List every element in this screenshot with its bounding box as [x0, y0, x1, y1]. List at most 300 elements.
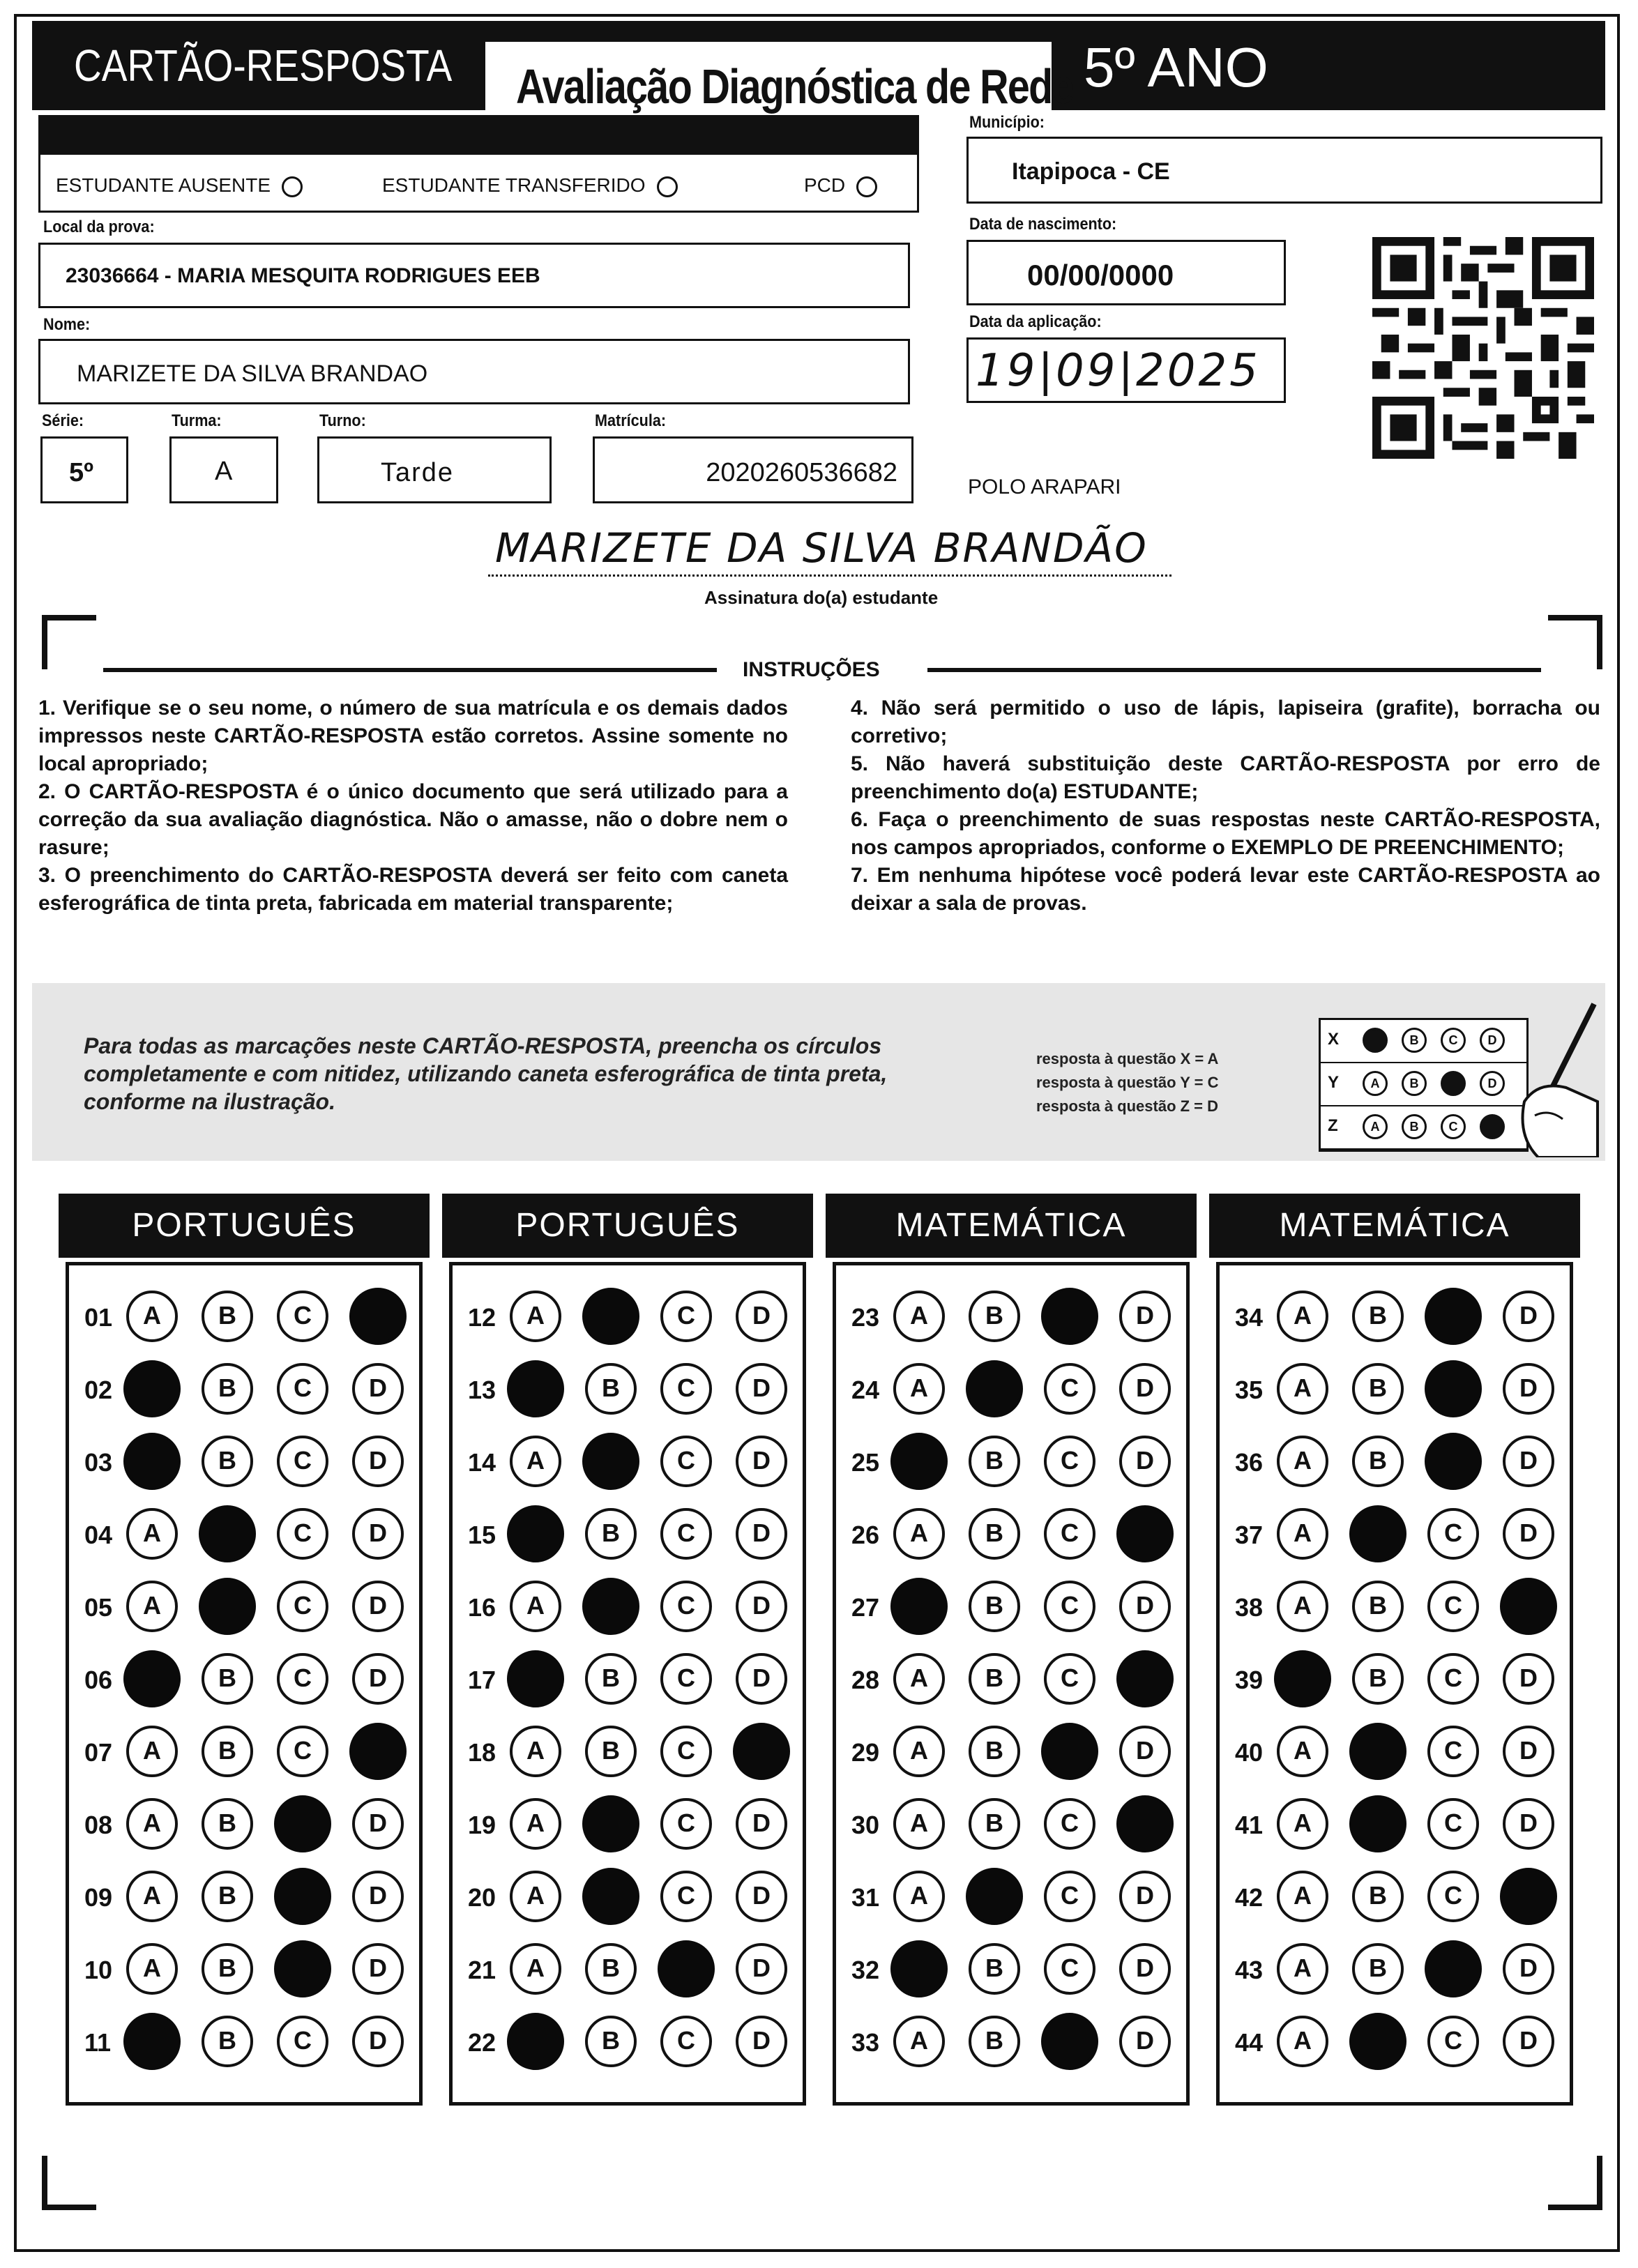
answer-bubble-c[interactable]: C — [1427, 1581, 1479, 1632]
answer-bubble-a[interactable]: A — [126, 1798, 178, 1850]
answer-bubble-a[interactable]: A — [1277, 1291, 1328, 1342]
answer-bubble-a[interactable]: A — [893, 1363, 945, 1415]
section-header: MATEMÁTICA — [1209, 1194, 1580, 1258]
question-row — [84, 2010, 414, 2073]
instruction-item: 2. O CARTÃO-RESPOSTA é o único documento que será utilizado para a correção da sua avaliação diagnóstica. Não o amasse, não o dobre nem o rasure; — [38, 780, 788, 859]
question-number: 07 — [84, 1738, 113, 1767]
section-header: PORTUGUÊS — [59, 1194, 430, 1258]
answer-bubble-c[interactable]: C — [277, 2016, 328, 2067]
polo-text: POLO ARAPARI — [968, 475, 1121, 498]
answer-bubble-b[interactable] — [199, 1578, 256, 1635]
answer-bubble-d[interactable]: D — [1119, 2016, 1171, 2067]
answer-bubble-b[interactable]: B — [585, 1653, 637, 1705]
answer-bubble-c[interactable] — [658, 1940, 715, 1997]
absent-radio[interactable] — [282, 176, 303, 197]
answer-bubble-c[interactable] — [1041, 1723, 1098, 1780]
answer-bubble-b[interactable]: B — [585, 1508, 637, 1560]
answer-bubble-b[interactable] — [966, 1360, 1023, 1417]
answer-bubble-b[interactable]: B — [1352, 1291, 1404, 1342]
answer-bubble-a[interactable] — [123, 1433, 181, 1490]
question-row — [1235, 1502, 1564, 1565]
answer-bubble-c[interactable] — [274, 1868, 331, 1925]
answer-bubble-d[interactable]: D — [352, 1581, 404, 1632]
section-header: MATEMÁTICA — [826, 1194, 1197, 1258]
question-row — [84, 1430, 414, 1493]
answer-bubble-d[interactable]: D — [1119, 1871, 1171, 1922]
answer-bubble-b[interactable]: B — [969, 1798, 1020, 1850]
application-date-box — [966, 337, 1286, 403]
question-number: 04 — [84, 1521, 113, 1549]
question-number: 13 — [468, 1376, 496, 1404]
answer-bubble-b[interactable]: B — [1352, 1581, 1404, 1632]
answer-bubble-a[interactable]: A — [1277, 1871, 1328, 1922]
question-number: 06 — [84, 1666, 113, 1694]
question-number: 02 — [84, 1376, 113, 1404]
name-label: Nome: — [43, 315, 91, 334]
question-row — [1235, 1430, 1564, 1493]
answer-bubble-d[interactable] — [349, 1288, 407, 1345]
answer-bubble-a[interactable] — [890, 1433, 948, 1490]
answer-bubble-c[interactable] — [1041, 2013, 1098, 2070]
instructions-rule-left — [103, 668, 717, 672]
answer-bubble-c[interactable]: C — [1044, 1653, 1095, 1705]
question-row — [468, 1720, 797, 1783]
question-number: 22 — [468, 2028, 496, 2057]
question-row — [468, 1575, 797, 1638]
question-row — [84, 1938, 414, 2000]
answer-bubble-d[interactable]: D — [1119, 1943, 1171, 1995]
evaluation-title: Avaliação Diagnóstica de Rede — [516, 59, 1073, 114]
answer-bubble-d[interactable] — [1116, 1795, 1174, 1852]
answer-bubble-c[interactable]: C — [277, 1508, 328, 1560]
answer-bubble-c[interactable] — [274, 1940, 331, 1997]
answer-bubble-c[interactable] — [274, 1795, 331, 1852]
answer-bubble-a[interactable]: A — [126, 1726, 178, 1777]
answer-bubble-a[interactable]: A — [510, 1291, 561, 1342]
answer-bubble-d[interactable]: D — [352, 1943, 404, 1995]
question-number: 40 — [1235, 1738, 1264, 1767]
answer-bubble-a[interactable]: A — [1277, 1943, 1328, 1995]
answer-bubble-a[interactable]: A — [893, 1726, 945, 1777]
answer-bubble-c[interactable]: C — [1427, 1798, 1479, 1850]
answer-bubble-d[interactable] — [1500, 1868, 1557, 1925]
answer-bubble-d[interactable]: D — [736, 1363, 787, 1415]
answer-bubble-d[interactable]: D — [1503, 1943, 1554, 1995]
answer-bubble-d[interactable]: D — [736, 1581, 787, 1632]
answer-bubble-c[interactable]: C — [660, 1726, 712, 1777]
answer-bubble-d[interactable]: D — [736, 1508, 787, 1560]
answer-bubble-b[interactable] — [966, 1868, 1023, 1925]
question-row — [84, 1285, 414, 1348]
answer-bubble-a[interactable]: A — [1277, 1508, 1328, 1560]
answer-bubble-b[interactable]: B — [1352, 1943, 1404, 1995]
answer-bubble-d[interactable]: D — [736, 1436, 787, 1487]
answer-bubble-d[interactable]: D — [352, 1363, 404, 1415]
corner-mark-top-right — [1548, 615, 1602, 669]
answer-bubble-c[interactable]: C — [660, 1798, 712, 1850]
answer-bubble-d[interactable]: D — [352, 1871, 404, 1922]
answer-bubble-d[interactable]: D — [352, 1798, 404, 1850]
fill-example-grid — [1319, 1018, 1529, 1152]
answer-bubble-b[interactable]: B — [202, 1363, 253, 1415]
answer-bubble-b[interactable]: B — [202, 1871, 253, 1922]
answer-bubble-d[interactable]: D — [736, 1798, 787, 1850]
question-number: 42 — [1235, 1883, 1264, 1912]
instructions-rule-right — [927, 668, 1541, 672]
fill-example-row-label: Z — [1328, 1116, 1338, 1135]
section-header: PORTUGUÊS — [442, 1194, 813, 1258]
fill-example-legend — [1036, 1047, 1218, 1118]
signature-line — [488, 574, 1171, 577]
fill-example-bubble: C — [1441, 1028, 1466, 1053]
question-row — [851, 1720, 1181, 1783]
question-number: 34 — [1235, 1303, 1264, 1332]
answer-bubble-d[interactable]: D — [1119, 1436, 1171, 1487]
answer-bubble-b[interactable]: B — [969, 1943, 1020, 1995]
birthdate-value: 00/00/0000 — [1027, 259, 1174, 291]
answer-bubble-c[interactable]: C — [1044, 1508, 1095, 1560]
answer-bubble-c[interactable]: C — [277, 1436, 328, 1487]
answer-bubble-c[interactable]: C — [660, 1363, 712, 1415]
answer-bubble-b[interactable]: B — [202, 1291, 253, 1342]
answer-bubble-d[interactable]: D — [1503, 1436, 1554, 1487]
question-row — [1235, 2010, 1564, 2073]
question-row — [84, 1720, 414, 1783]
answer-bubble-b[interactable]: B — [969, 1726, 1020, 1777]
question-number: 09 — [84, 1883, 113, 1912]
answer-bubble-a[interactable]: A — [510, 1726, 561, 1777]
answer-bubble-a[interactable]: A — [510, 1871, 561, 1922]
answer-bubble-b[interactable]: B — [969, 1291, 1020, 1342]
question-row — [851, 1502, 1181, 1565]
header-bar — [32, 21, 1605, 114]
answer-bubble-c[interactable] — [1425, 1940, 1482, 1997]
answer-bubble-b[interactable]: B — [202, 1943, 253, 1995]
answer-bubble-c[interactable] — [1425, 1288, 1482, 1345]
fill-example-bubble: A — [1363, 1114, 1388, 1139]
answer-bubble-a[interactable] — [1274, 1650, 1331, 1707]
transferred-radio[interactable] — [657, 176, 678, 197]
answer-bubble-a[interactable]: A — [1277, 1436, 1328, 1487]
status-panel-bar — [40, 117, 917, 155]
answer-bubble-d[interactable]: D — [1503, 1798, 1554, 1850]
answer-bubble-a[interactable] — [123, 1650, 181, 1707]
answer-bubble-c[interactable] — [1425, 1433, 1482, 1490]
instruction-item: 7. Em nenhuma hipótese você poderá levar este CARTÃO-RESPOSTA ao deixar a sala de provas. — [851, 864, 1600, 915]
answer-bubble-c[interactable]: C — [660, 1871, 712, 1922]
answer-bubble-d[interactable]: D — [1503, 2016, 1554, 2067]
question-row — [1235, 1357, 1564, 1420]
answer-bubble-c[interactable]: C — [660, 1581, 712, 1632]
answer-bubble-d[interactable]: D — [736, 1291, 787, 1342]
answer-bubble-b[interactable]: B — [585, 1726, 637, 1777]
answer-bubble-b[interactable]: B — [202, 1798, 253, 1850]
answer-bubble-d[interactable]: D — [1119, 1581, 1171, 1632]
answer-bubble-d[interactable]: D — [352, 1653, 404, 1705]
answer-bubble-c[interactable]: C — [1427, 1871, 1479, 1922]
answer-bubble-d[interactable]: D — [352, 2016, 404, 2067]
answer-bubble-d[interactable]: D — [1503, 1653, 1554, 1705]
answer-bubble-a[interactable]: A — [893, 1508, 945, 1560]
pcd-radio[interactable] — [856, 176, 877, 197]
question-number: 11 — [84, 2028, 112, 2057]
answer-bubble-c[interactable]: C — [1044, 1943, 1095, 1995]
answer-bubble-c[interactable]: C — [277, 1291, 328, 1342]
local-box — [38, 243, 910, 308]
answer-bubble-d[interactable]: D — [1503, 1726, 1554, 1777]
answer-bubble-c[interactable]: C — [277, 1581, 328, 1632]
answer-bubble-d[interactable] — [733, 1723, 790, 1780]
answer-bubble-b[interactable]: B — [1352, 1653, 1404, 1705]
answer-bubble-d[interactable]: D — [1503, 1291, 1554, 1342]
answer-bubble-c[interactable]: C — [1427, 1653, 1479, 1705]
answer-bubble-d[interactable] — [349, 1723, 407, 1780]
answer-bubble-c[interactable]: C — [1044, 1436, 1095, 1487]
serie-value: 5º — [69, 458, 94, 487]
fill-example-bubble: C — [1441, 1114, 1466, 1139]
answer-bubble-b[interactable]: B — [1352, 1436, 1404, 1487]
legend-line: resposta à questão X = A — [1036, 1050, 1219, 1067]
answer-bubble-c[interactable]: C — [1427, 2016, 1479, 2067]
fill-example-bubble: D — [1480, 1028, 1505, 1053]
answer-bubble-a[interactable]: A — [510, 1436, 561, 1487]
question-number: 28 — [851, 1666, 880, 1694]
answer-bubble-b[interactable]: B — [969, 1508, 1020, 1560]
answer-bubble-d[interactable]: D — [736, 1871, 787, 1922]
question-number: 21 — [468, 1956, 496, 1984]
question-number: 05 — [84, 1593, 113, 1622]
answer-bubble-b[interactable] — [582, 1433, 639, 1490]
corner-mark-bottom-left — [42, 2156, 96, 2210]
question-row — [84, 1502, 414, 1565]
answer-bubble-a[interactable]: A — [1277, 1581, 1328, 1632]
question-row — [1235, 1720, 1564, 1783]
answer-bubble-d[interactable]: D — [736, 2016, 787, 2067]
answer-bubble-b[interactable]: B — [1352, 1871, 1404, 1922]
answer-bubble-a[interactable]: A — [126, 1291, 178, 1342]
question-row — [851, 1575, 1181, 1638]
answer-bubble-d[interactable] — [1116, 1505, 1174, 1562]
answer-bubble-a[interactable]: A — [1277, 2016, 1328, 2067]
answer-bubble-c[interactable]: C — [660, 1653, 712, 1705]
answer-bubble-c[interactable]: C — [1427, 1726, 1479, 1777]
transferred-option[interactable] — [382, 174, 678, 197]
answer-bubble-b[interactable]: B — [585, 1363, 637, 1415]
question-row — [468, 1357, 797, 1420]
answer-bubble-d[interactable] — [1500, 1578, 1557, 1635]
question-number: 35 — [1235, 1376, 1264, 1404]
question-number: 41 — [1235, 1811, 1264, 1839]
answer-bubble-d[interactable]: D — [736, 1943, 787, 1995]
answer-bubble-d[interactable]: D — [1119, 1726, 1171, 1777]
question-number: 12 — [468, 1303, 496, 1332]
name-value: MARIZETE DA SILVA BRANDAO — [77, 360, 428, 387]
answer-bubble-a[interactable] — [507, 1650, 564, 1707]
name-box — [38, 339, 910, 404]
answer-bubble-b[interactable]: B — [969, 1653, 1020, 1705]
corner-mark-top-left — [42, 615, 96, 669]
answer-bubble-a[interactable]: A — [893, 1871, 945, 1922]
instructions-right — [851, 694, 1600, 918]
answer-bubble-a[interactable]: A — [510, 1798, 561, 1850]
question-row — [851, 1430, 1181, 1493]
answer-bubble-c[interactable] — [1041, 1288, 1098, 1345]
question-number: 32 — [851, 1956, 880, 1984]
answer-bubble-d[interactable]: D — [736, 1653, 787, 1705]
answer-bubble-a[interactable]: A — [1277, 1363, 1328, 1415]
answer-bubble-b[interactable] — [1349, 1795, 1406, 1852]
answer-bubble-c[interactable]: C — [277, 1726, 328, 1777]
legend-line: resposta à questão Y = C — [1036, 1074, 1219, 1091]
answer-bubble-b[interactable] — [1349, 1505, 1406, 1562]
answer-bubble-d[interactable]: D — [1119, 1363, 1171, 1415]
question-row — [851, 1793, 1181, 1855]
answer-bubble-d[interactable]: D — [1503, 1363, 1554, 1415]
question-number: 43 — [1235, 1956, 1264, 1984]
fill-example-row-label: X — [1328, 1030, 1340, 1049]
answer-bubble-d[interactable] — [1116, 1650, 1174, 1707]
answer-bubble-a[interactable]: A — [510, 1943, 561, 1995]
answer-bubble-b[interactable] — [582, 1288, 639, 1345]
answer-bubble-c[interactable]: C — [660, 1508, 712, 1560]
answer-bubble-b[interactable]: B — [202, 1436, 253, 1487]
answer-bubble-d[interactable]: D — [352, 1436, 404, 1487]
answer-bubble-b[interactable] — [1349, 2013, 1406, 2070]
question-row — [1235, 1938, 1564, 2000]
instruction-item: 1. Verifique se o seu nome, o número de sua matrícula e os demais dados impressos neste CARTÃO-RESPOSTA estão corretos. Assine somente no local apropriado; — [38, 697, 788, 775]
matricula-value: 2020260536682 — [706, 458, 897, 487]
answer-bubble-a[interactable]: A — [126, 1943, 178, 1995]
answer-bubble-b[interactable]: B — [202, 2016, 253, 2067]
question-number: 10 — [84, 1956, 113, 1984]
answer-bubble-a[interactable]: A — [126, 1508, 178, 1560]
answer-bubble-c[interactable]: C — [660, 2016, 712, 2067]
local-label: Local da prova: — [43, 218, 155, 236]
instructions-left — [38, 694, 788, 918]
question-number: 14 — [468, 1448, 496, 1477]
answer-bubble-a[interactable] — [507, 2013, 564, 2070]
birthdate-box — [966, 240, 1286, 305]
card-title: CARTÃO-RESPOSTA — [74, 40, 453, 91]
answer-bubble-c[interactable]: C — [1044, 1798, 1095, 1850]
answer-section-panel — [1216, 1262, 1573, 2106]
answer-bubble-c[interactable]: C — [1044, 1871, 1095, 1922]
fill-example-row — [1321, 1063, 1526, 1106]
question-number: 38 — [1235, 1593, 1264, 1622]
answer-bubble-c[interactable]: C — [277, 1653, 328, 1705]
question-number: 03 — [84, 1448, 113, 1477]
answer-bubble-d[interactable]: D — [1503, 1508, 1554, 1560]
absent-label: ESTUDANTE AUSENTE — [56, 174, 271, 196]
question-row — [468, 1430, 797, 1493]
answer-bubble-b[interactable]: B — [585, 1943, 637, 1995]
answer-bubble-c[interactable] — [1425, 1360, 1482, 1417]
answer-bubble-a[interactable]: A — [893, 1798, 945, 1850]
corner-mark-bottom-right — [1548, 2156, 1602, 2210]
birthdate-label: Data de nascimento: — [969, 215, 1117, 234]
instruction-item: 5. Não haverá substituição deste CARTÃO-RESPOSTA por erro de preenchimento do(a) ESTUDANTE; — [851, 752, 1600, 803]
answer-bubble-a[interactable] — [890, 1578, 948, 1635]
answer-bubble-c[interactable]: C — [277, 1363, 328, 1415]
answer-bubble-c[interactable]: C — [1044, 1363, 1095, 1415]
question-number: 39 — [1235, 1666, 1264, 1694]
answer-bubble-a[interactable]: A — [893, 1291, 945, 1342]
answer-bubble-b[interactable]: B — [202, 1653, 253, 1705]
turma-value: A — [215, 457, 233, 486]
answer-bubble-c[interactable]: C — [1427, 1508, 1479, 1560]
grade-title: 5º ANO — [1084, 36, 1268, 98]
answer-bubble-a[interactable] — [123, 2013, 181, 2070]
answer-bubble-a[interactable]: A — [893, 2016, 945, 2067]
question-number: 08 — [84, 1811, 113, 1839]
question-row — [851, 1938, 1181, 2000]
answer-bubble-b[interactable]: B — [202, 1726, 253, 1777]
answer-bubble-b[interactable]: B — [969, 2016, 1020, 2067]
answer-bubble-d[interactable]: D — [1119, 1291, 1171, 1342]
answer-bubble-b[interactable]: B — [969, 1436, 1020, 1487]
qr-code-icon — [1372, 237, 1594, 459]
legend-line: resposta à questão Z = D — [1036, 1097, 1219, 1115]
answer-bubble-a[interactable]: A — [1277, 1726, 1328, 1777]
answer-bubble-a[interactable] — [507, 1360, 564, 1417]
answer-bubble-c[interactable]: C — [1044, 1581, 1095, 1632]
answer-bubble-d[interactable]: D — [352, 1508, 404, 1560]
answer-bubble-b[interactable] — [199, 1505, 256, 1562]
question-number: 24 — [851, 1376, 880, 1404]
question-number: 15 — [468, 1521, 496, 1549]
answer-bubble-b[interactable] — [1349, 1723, 1406, 1780]
answer-bubble-b[interactable]: B — [585, 2016, 637, 2067]
answer-bubble-b[interactable]: B — [969, 1581, 1020, 1632]
answer-bubble-b[interactable] — [582, 1795, 639, 1852]
question-number: 29 — [851, 1738, 880, 1767]
question-row — [468, 1865, 797, 1928]
signature-label: Assinatura do(a) estudante — [704, 587, 939, 608]
answer-bubble-a[interactable] — [507, 1505, 564, 1562]
answer-bubble-a[interactable] — [890, 1940, 948, 1997]
answer-bubble-a[interactable]: A — [126, 1581, 178, 1632]
answer-bubble-b[interactable] — [582, 1868, 639, 1925]
pcd-option[interactable] — [804, 174, 877, 197]
student-signature: MARIZETE DA SILVA BRANDÃO — [495, 524, 1148, 572]
answer-bubble-c[interactable]: C — [660, 1436, 712, 1487]
answer-bubble-b[interactable]: B — [1352, 1363, 1404, 1415]
answer-section-panel — [833, 1262, 1190, 2106]
question-number: 18 — [468, 1738, 496, 1767]
question-row — [84, 1647, 414, 1710]
question-row — [468, 1647, 797, 1710]
question-number: 30 — [851, 1811, 880, 1839]
question-row — [851, 1285, 1181, 1348]
answer-bubble-a[interactable]: A — [1277, 1798, 1328, 1850]
answer-bubble-a[interactable] — [123, 1360, 181, 1417]
answer-bubble-a[interactable]: A — [893, 1653, 945, 1705]
local-value: 23036664 - MARIA MESQUITA RODRIGUES EEB — [66, 264, 540, 287]
question-row — [84, 1357, 414, 1420]
answer-bubble-b[interactable] — [582, 1578, 639, 1635]
question-row — [1235, 1865, 1564, 1928]
absent-option[interactable] — [56, 174, 303, 197]
answer-bubble-c[interactable]: C — [660, 1291, 712, 1342]
turma-box — [169, 436, 278, 503]
question-number: 37 — [1235, 1521, 1264, 1549]
question-row — [468, 1285, 797, 1348]
answer-bubble-a[interactable]: A — [126, 1871, 178, 1922]
question-number: 26 — [851, 1521, 880, 1549]
question-row — [84, 1865, 414, 1928]
answer-bubble-a[interactable]: A — [510, 1581, 561, 1632]
application-date-label: Data da aplicação: — [969, 312, 1102, 331]
